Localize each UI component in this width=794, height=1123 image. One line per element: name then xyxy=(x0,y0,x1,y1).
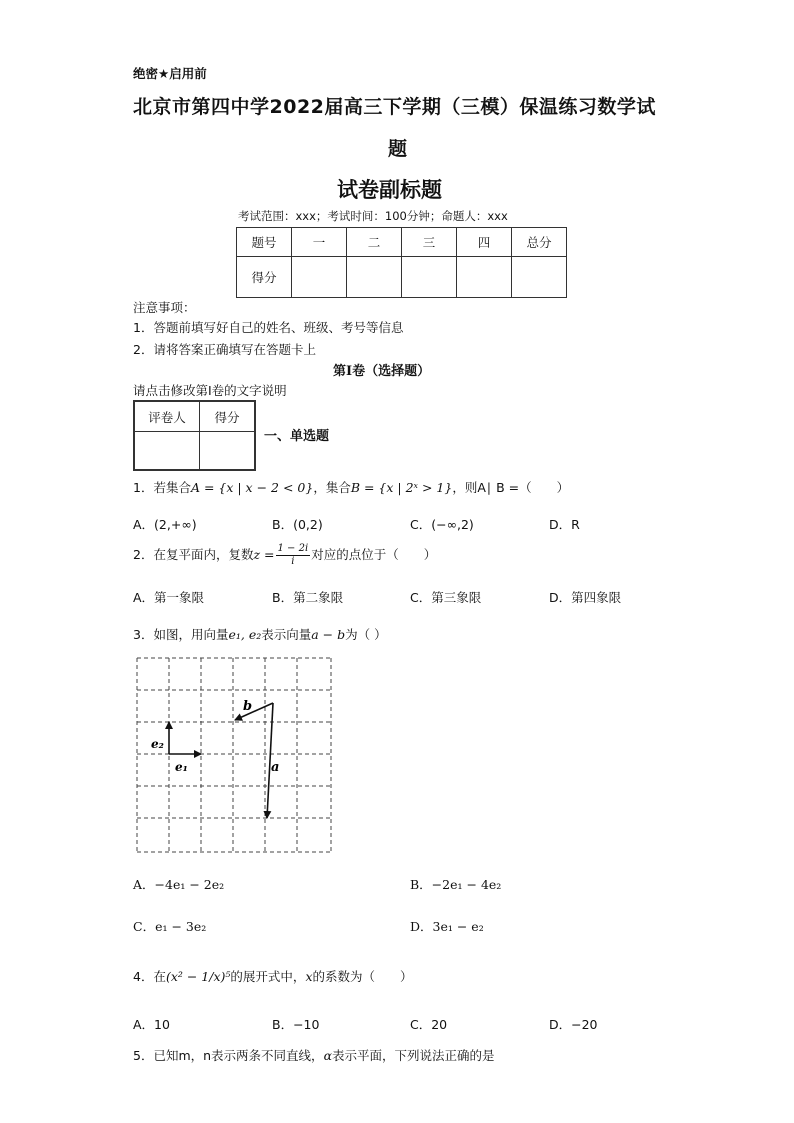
title-line2: 题 xyxy=(388,138,408,160)
part-title: 一、单选题 xyxy=(264,429,330,444)
score-header-cell: 二 xyxy=(347,228,402,257)
q4-suffix-pre: 的展开式中， xyxy=(230,969,306,984)
q1-set-b: B = {x | 2ˣ > 1} xyxy=(350,480,453,495)
score-header-cell: 总分 xyxy=(512,228,567,257)
q1-option-d[interactable]: D．R xyxy=(549,517,580,532)
question-4 xyxy=(133,967,413,985)
label-b: b xyxy=(243,699,253,714)
q1-option-a[interactable]: A．(2,+∞) xyxy=(133,517,197,532)
grader-table xyxy=(133,400,256,471)
title-line1: 北京市第四中学2022届高三下学期（三模）保温练习数学试 xyxy=(133,96,656,118)
exam-info: 考试范围：xxx；考试时间：100分钟；命题人：xxx xyxy=(238,209,508,223)
question-1 xyxy=(133,478,569,496)
vector-grid-figure xyxy=(135,656,335,856)
q1-mid: ，集合 xyxy=(313,480,351,495)
score-header-cell: 三 xyxy=(402,228,457,257)
q3-option-d[interactable]: D．3e₁ − e₂ xyxy=(410,919,484,934)
q3-target: a − b xyxy=(311,627,346,642)
q3-suffix: 为（ ） xyxy=(345,627,387,642)
q4-option-a[interactable]: A．10 xyxy=(133,1017,170,1032)
label-e2: e₂ xyxy=(151,737,164,751)
notice-item: 2．请将答案正确填写在答题卡上 xyxy=(133,342,316,357)
volume-note[interactable]: 请点击修改第I卷的文字说明 xyxy=(133,383,287,398)
q4-option-b[interactable]: B．−10 xyxy=(272,1017,320,1032)
q5-alpha: α xyxy=(323,1048,333,1063)
q5-suffix: 表示平面，下列说法正确的是 xyxy=(332,1048,495,1063)
notice-title: 注意事项： xyxy=(133,300,196,315)
q2-frac-num: 1 − 2i xyxy=(277,543,309,554)
grader-label: 评卷人 xyxy=(134,401,200,432)
notice-item: 1．答题前填写好自己的姓名、班级、考号等信息 xyxy=(133,320,404,335)
vector-b xyxy=(235,703,273,720)
grader-empty-cell[interactable] xyxy=(200,432,256,471)
grid-lines xyxy=(137,658,331,852)
question-3 xyxy=(133,625,387,643)
q3-option-a[interactable]: A．−4e₁ − 2e₂ xyxy=(133,877,225,892)
grader-empty-cell[interactable] xyxy=(134,432,200,471)
q1-set-a: A = {x | x − 2 < 0} xyxy=(190,480,314,495)
q4-suffix: 的系数为（ ） xyxy=(312,969,413,984)
q2-fraction xyxy=(276,543,311,568)
score-empty-cell[interactable] xyxy=(512,257,567,298)
q3-prefix: 3．如图，用向量 xyxy=(133,627,229,642)
q3-option-b[interactable]: B．−2e₁ − 4e₂ xyxy=(410,877,502,892)
secret-mark: 绝密★启用前 xyxy=(133,66,207,81)
question-5 xyxy=(133,1046,495,1064)
label-a: a xyxy=(271,760,280,775)
q2-z: z = xyxy=(253,547,275,562)
q1-option-b[interactable]: B．(0,2) xyxy=(272,517,323,532)
q2-prefix: 2．在复平面内，复数 xyxy=(133,547,254,562)
score-empty-cell[interactable] xyxy=(347,257,402,298)
q2-option-d[interactable]: D．第四象限 xyxy=(549,590,622,605)
volume-title: 第I卷（选择题） xyxy=(333,364,431,379)
q5-prefix: 5．已知m，n表示两条不同直线， xyxy=(133,1048,324,1063)
question-2 xyxy=(133,543,436,568)
q2-option-a[interactable]: A．第一象限 xyxy=(133,590,205,605)
q3-mid: 表示向量 xyxy=(261,627,312,642)
q4-prefix: 4．在 xyxy=(133,969,166,984)
score-empty-cell[interactable] xyxy=(402,257,457,298)
label-e1: e₁ xyxy=(175,760,188,774)
q1-prefix: 1．若集合 xyxy=(133,480,191,495)
q1-option-c[interactable]: C．(−∞,2) xyxy=(410,517,474,532)
q4-option-d[interactable]: D．−20 xyxy=(549,1017,598,1032)
q2-option-b[interactable]: B．第二象限 xyxy=(272,590,344,605)
subtitle: 试卷副标题 xyxy=(337,178,442,202)
q1-suffix: ，则A∣ B =（ ） xyxy=(452,480,570,495)
q2-frac-den: i xyxy=(291,556,295,567)
q3-vectors: e₁, e₂ xyxy=(228,627,262,642)
score-header-cell: 题号 xyxy=(237,228,292,257)
q2-option-c[interactable]: C．第三象限 xyxy=(410,590,482,605)
score-header-cell: 四 xyxy=(457,228,512,257)
q2-suffix: 对应的点位于（ ） xyxy=(311,547,437,562)
score-header-cell: 一 xyxy=(292,228,347,257)
score-row-label: 得分 xyxy=(237,257,292,298)
q4-option-c[interactable]: C．20 xyxy=(410,1017,448,1032)
grader-score-label: 得分 xyxy=(200,401,256,432)
score-table xyxy=(236,227,567,298)
q3-option-c[interactable]: C．e₁ − 3e₂ xyxy=(133,919,207,934)
score-empty-cell[interactable] xyxy=(457,257,512,298)
q4-var: x xyxy=(305,969,313,984)
q4-expr: (x² − 1/x)⁵ xyxy=(165,969,231,984)
score-empty-cell[interactable] xyxy=(292,257,347,298)
